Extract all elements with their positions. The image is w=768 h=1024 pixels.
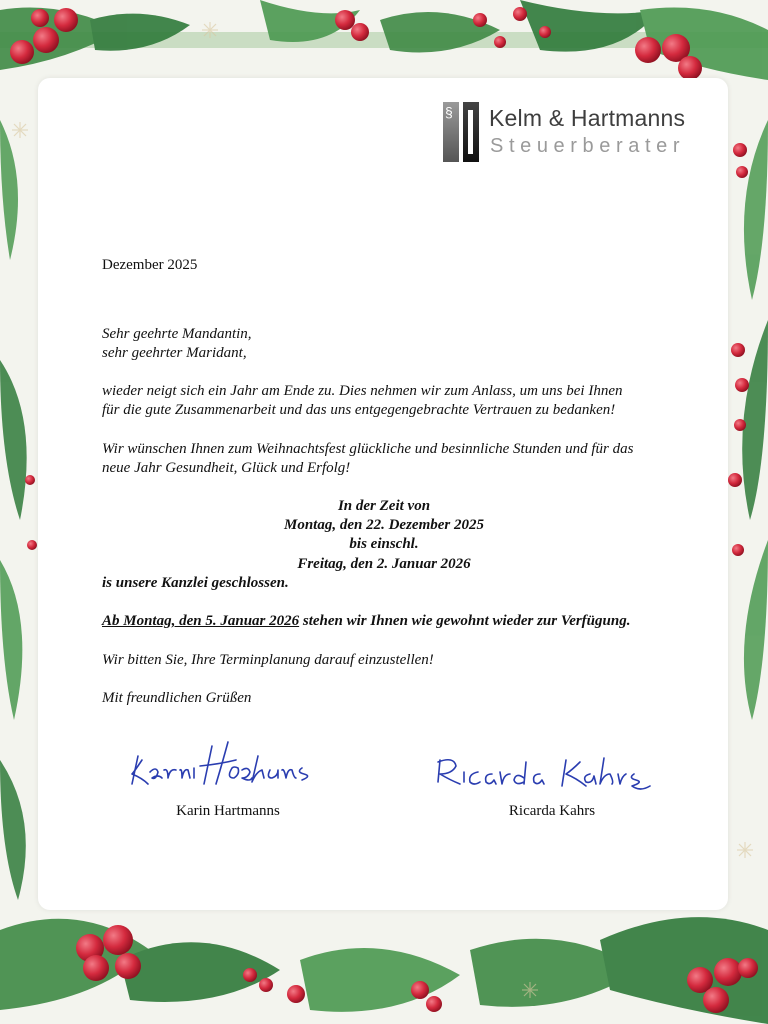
closure-line-5: is unsere Kanzlei geschlossen.	[102, 575, 289, 591]
closure-line-4: Freitag, den 2. Januar 2026	[297, 556, 471, 572]
salutation-line-2: sehr geehrter Maridant,	[102, 345, 247, 361]
paragraph-2-line-2: neue Jahr Gesundheit, Glück und Erfolg!	[102, 460, 351, 476]
company-logo	[443, 102, 713, 164]
reopen-notice	[102, 612, 630, 630]
paragraph-1-line-2: für die gute Zusammenarbeit und das uns entgegengebrachte Vertrauen zu bedanken!	[102, 402, 616, 418]
paragraph-1-line-1: wieder neigt sich ein Jahr am Ende zu. Dies nehmen wir zum Anlass, um uns bei Ihnen	[102, 383, 623, 399]
closure-line-1: In der Zeit von	[337, 498, 431, 514]
paragraph-2-line-1: Wir wünschen Ihnen zum Weihnachtsfest glückliche und besinnliche Stunden und für das	[102, 441, 634, 457]
request-line: Wir bitten Sie, Ihre Terminplanung darauf einzustellen!	[102, 652, 434, 668]
letter-date: Dezember 2025	[102, 257, 198, 273]
signature-ricarda-kahrs	[432, 752, 652, 798]
logo-company-name: Kelm & Hartmanns	[489, 105, 686, 131]
logo-subtitle: Steuerberater	[490, 135, 686, 157]
closing-line: Mit freundlichen Grüßen	[102, 690, 252, 706]
signature-name-ricarda-kahrs: Ricarda Kahrs	[508, 803, 596, 819]
closure-line-2: Montag, den 22. Dezember 2025	[284, 517, 484, 533]
signature-name-karin-hartmanns: Karin Hartmanns	[176, 803, 280, 819]
reopen-date: Ab Montag, den 5. Januar 2026	[102, 613, 300, 629]
logo-paragraph-symbol: §	[445, 104, 453, 120]
reopen-text: stehen wir Ihnen wie gewohnt wieder zur Verfügung.	[299, 613, 631, 629]
signature-karin-hartmanns	[124, 738, 324, 794]
salutation-line-1: Sehr geehrte Mandantin,	[102, 326, 252, 342]
closure-line-3: bis einschl.	[349, 536, 419, 552]
